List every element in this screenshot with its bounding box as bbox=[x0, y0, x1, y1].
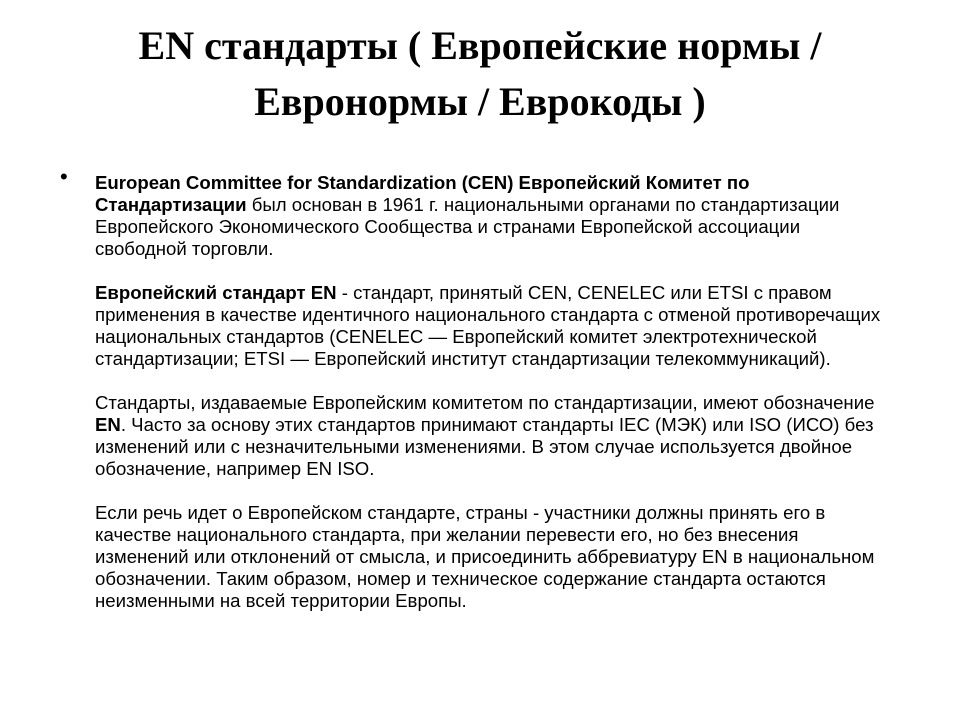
paragraph-cen bbox=[95, 172, 885, 260]
paragraph-en-standard-bold: Европейский стандарт EN bbox=[95, 282, 337, 303]
slide-title bbox=[40, 18, 920, 130]
paragraph-designation-bold: EN bbox=[95, 414, 121, 435]
paragraph-cen-bold: European Committee for Standardization (CEN) Европейский Комитет по Стандартизации bbox=[95, 172, 750, 215]
paragraph-en-standard bbox=[95, 282, 885, 370]
paragraph-designation-text-before: Стандарты, издаваемые Европейским комитетом по стандартизации, имеют обозначение bbox=[95, 392, 875, 413]
paragraph-adoption bbox=[95, 502, 885, 612]
bullet-marker: • bbox=[60, 164, 68, 189]
slide-title-line-2: Евронормы / Еврокоды ) bbox=[254, 79, 706, 124]
bullet-content bbox=[95, 172, 885, 612]
paragraph-en-standard-text: - стандарт, принятый CEN, CENELEC или ETSI с правом применения в качестве идентичного национального стандарта с отменой противоречащих национальных стандартов (CENELEC — Европейский комитет электротехнической стандартизации; ETSI — Европейский институт стандартизации телекоммуникаций). bbox=[95, 282, 881, 369]
paragraph-cen-text: был основан в 1961 г. национальными органами по стандартизации Европейского Экономического Сообщества и странами Европейской ассоциации свободной торговли. bbox=[95, 194, 840, 259]
paragraph-designation-text-after: . Часто за основу этих стандартов принимают стандарты IEC (МЭК) или ISO (ИСО) без изменений или с незначительными изменениями. В этом случае используется двойное обозначение, например EN ISO. bbox=[95, 414, 874, 479]
paragraph-designation bbox=[95, 392, 885, 480]
slide-title-line-1: EN стандарты ( Европейские нормы / bbox=[138, 23, 822, 68]
paragraph-adoption-text: Если речь идет о Европейском стандарте, страны - участники должны принять его в качестве национального стандарта, при желании перевести его, но без внесения изменений или отклонений от смысла, и присоединить аббревиатуру EN в национальном обозначении. Таким образом, номер и техническое содержание стандарта остаются неизменными на всей территории Европы. bbox=[95, 502, 875, 611]
